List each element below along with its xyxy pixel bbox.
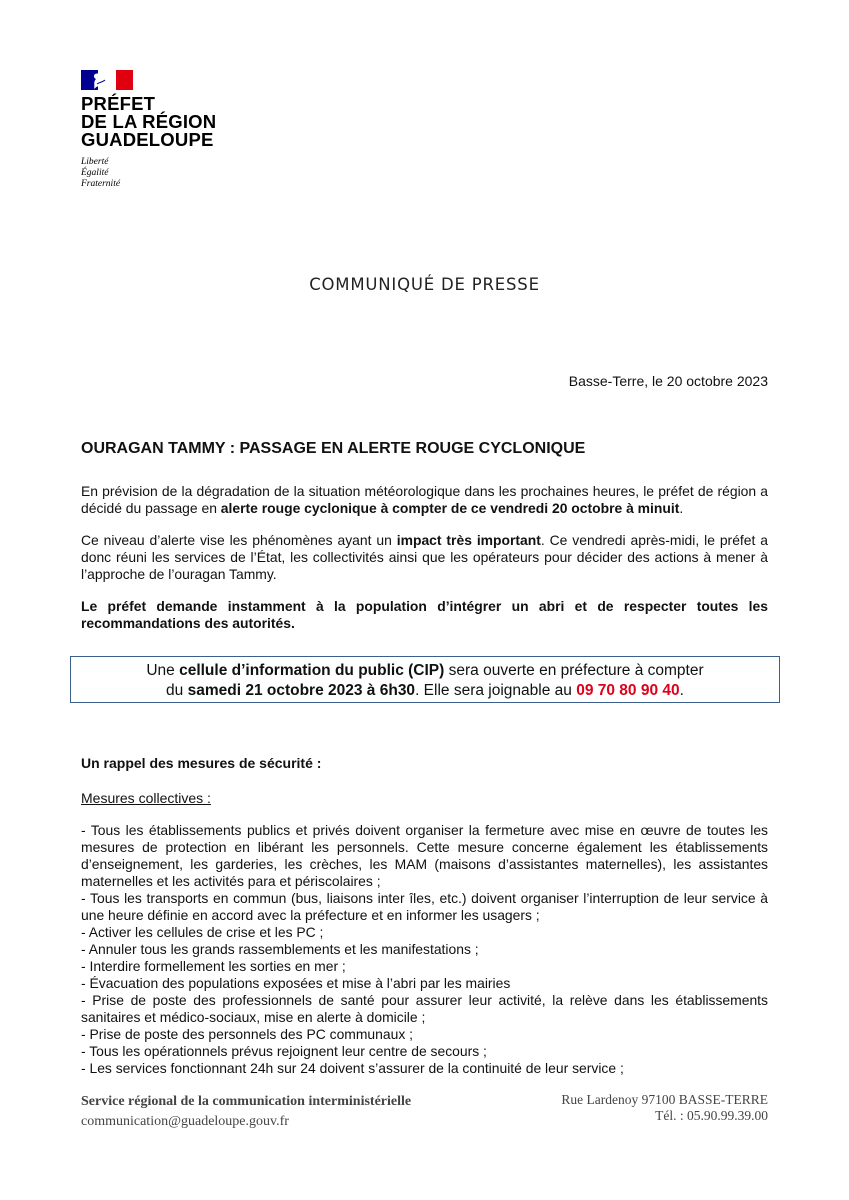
- cip-t5: .: [679, 682, 684, 699]
- cip-info-text: [71, 657, 779, 701]
- footer-phone: Tél. : 05.90.99.39.00: [655, 1108, 768, 1123]
- measure-item: - Annuler tous les grands rassemblements et les manifestations ;: [81, 941, 479, 957]
- measure-item: - Les services fonctionnant 24h sur 24 doivent s’assurer de la continuité de leur service ;: [81, 1060, 624, 1076]
- cip-t4: . Elle sera joignable au: [415, 682, 577, 699]
- measure-item: - Activer les cellules de crise et les PC ;: [81, 924, 324, 940]
- cip-line-2: [71, 681, 779, 701]
- cip-t3-bold: samedi 21 octobre 2023 à 6h30: [187, 682, 416, 699]
- collective-measures-list: [81, 822, 768, 1077]
- measure-item: - Tous les transports en commun (bus, liaisons inter îles, etc.) doivent organiser l’interruption de leur service à une heure définie en accord avec la préfecture et en informer les usagers ;: [81, 890, 768, 923]
- motto-egalite: Égalité: [81, 168, 109, 178]
- institution-line-3: GUADELOUPE: [81, 129, 214, 150]
- cip-line-1: [71, 661, 779, 681]
- cip-t2: sera ouverte en préfecture à compter: [444, 662, 704, 679]
- footer-address: Rue Lardenoy 97100 BASSE-TERRE: [561, 1092, 768, 1107]
- cip-t1: Une: [146, 662, 180, 679]
- measure-item: - Tous les établissements publics et privés doivent organiser la fermeture avec mise en œuvre de toutes les mesures de protection en libérant les personnels. Cette mesure concerne également les établissements d’enseignement, les garderies, les crèches, les MAM (maisons d’assistantes maternelles), les assistantes maternelles et les activités para et périscolaires ;: [81, 822, 768, 889]
- measure-item: - Évacuation des populations exposées et mise à l’abri par les mairies: [81, 975, 511, 991]
- paragraph-alert-decision: [81, 483, 768, 517]
- p2-bold: impact très important: [396, 532, 541, 548]
- footer-email: communication@guadeloupe.gouv.fr: [81, 1114, 289, 1129]
- institution-line-2: DE LA RÉGION: [81, 111, 217, 132]
- measure-item: - Tous les opérationnels prévus rejoignent leur centre de secours ;: [81, 1043, 487, 1059]
- p1-bold: alerte rouge cyclonique à compter de ce vendredi 20 octobre à minuit: [220, 500, 680, 516]
- press-release-headline: OURAGAN TAMMY : PASSAGE EN ALERTE ROUGE CYCLONIQUE: [81, 440, 586, 457]
- p2-text: Ce niveau d’alerte vise les phénomènes ayant un: [81, 532, 397, 548]
- p1-end: .: [679, 500, 684, 516]
- footer-service-name: Service régional de la communication interministérielle: [81, 1094, 412, 1109]
- security-measures-title: Un rappel des mesures de sécurité :: [81, 755, 322, 771]
- cip-t1-bold: cellule d’information du public (CIP): [179, 662, 445, 679]
- paragraph-shelter-request: [81, 598, 768, 632]
- footer-service: [81, 1092, 411, 1132]
- motto-liberte: Liberté: [81, 157, 109, 167]
- paragraph-alert-impact: [81, 532, 768, 583]
- institution-name: [81, 95, 216, 149]
- cip-phone-number: 09 70 80 90 40: [576, 682, 680, 699]
- prefecture-logo: [81, 70, 216, 190]
- measure-item: - Interdire formellement les sorties en mer ;: [81, 958, 346, 974]
- republic-motto: [81, 157, 216, 190]
- collective-measures-subtitle: Mesures collectives :: [81, 790, 211, 806]
- flag-red-band: [116, 70, 133, 90]
- motto-fraternite: Fraternité: [81, 179, 121, 189]
- document-type-title: COMMUNIQUÉ DE PRESSE: [309, 275, 540, 294]
- footer-contact: [561, 1092, 768, 1124]
- cip-info-box: [70, 656, 780, 703]
- place-date: Basse-Terre, le 20 octobre 2023: [568, 373, 768, 389]
- institution-line-1: PRÉFET: [81, 93, 156, 114]
- p3-bold: Le préfet demande instamment à la population d’intégrer un abri et de respecter toutes les recommandations des autorités.: [81, 598, 768, 631]
- measure-item: - Prise de poste des professionnels de santé pour assurer leur activité, la relève dans les établissements sanitaires et médico-sociaux, mise en alerte à domicile ;: [81, 992, 768, 1025]
- cip-t3: du: [166, 682, 188, 699]
- p1-text: En prévision de la dégradation de la situation météorologique dans les prochaines heures, le préfet de région a décidé du passage en: [81, 483, 768, 516]
- marianne-flag-icon: [81, 70, 133, 90]
- measure-item: - Prise de poste des personnels des PC communaux ;: [81, 1026, 413, 1042]
- p2-end: . Ce vendredi après-midi, le préfet a donc réuni les services de l’État, les collectivités ainsi que les opérateurs pour décider des actions à mener à l’approche de l’ouragan Tammy.: [81, 532, 768, 582]
